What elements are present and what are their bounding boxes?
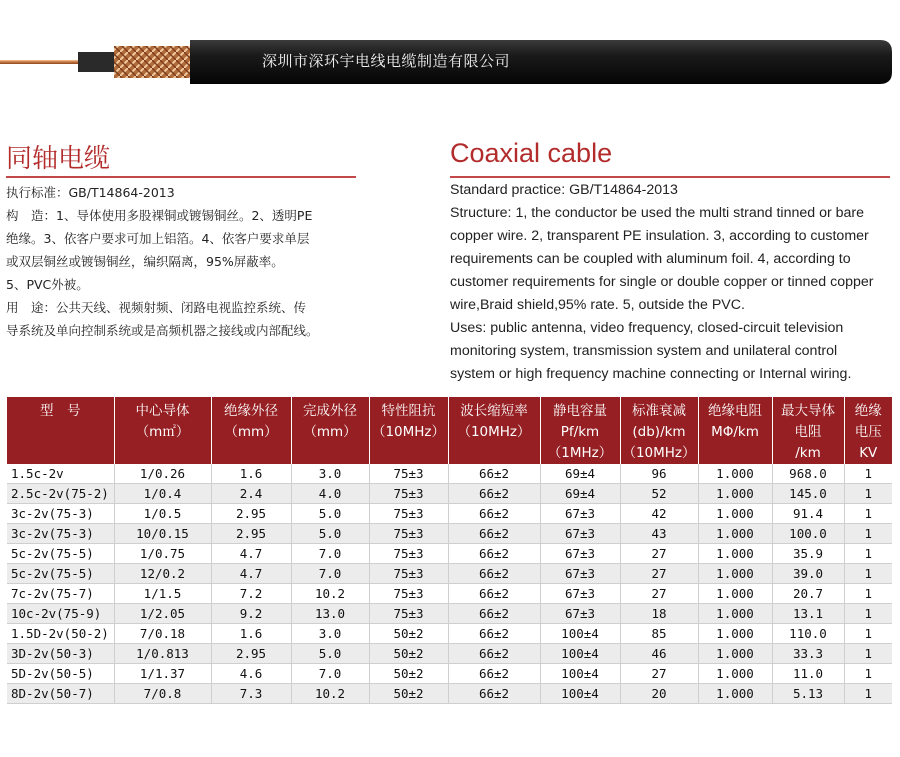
en-line: Uses: public antenna, video frequency, closed-circuit television — [450, 320, 844, 336]
column-header-line: （10MHz） — [371, 424, 446, 440]
table-cell: 1 — [844, 584, 892, 604]
table-cell: 1/0.26 — [114, 464, 211, 484]
cable-banner — [0, 36, 900, 88]
column-header-line: 电阻 — [794, 424, 822, 440]
column-header-line: 完成外径 — [303, 403, 357, 419]
table-cell: 91.4 — [772, 504, 844, 524]
model-cell: 2.5c-2v(75-2) — [7, 484, 114, 504]
column-header-line: 绝缘 — [854, 403, 882, 419]
table-cell: 1 — [844, 664, 892, 684]
table-cell: 75±3 — [369, 484, 448, 504]
table-cell: 2.95 — [211, 504, 291, 524]
table-cell: 13.1 — [772, 604, 844, 624]
table-cell: 33.3 — [772, 644, 844, 664]
cn-line: 执行标准：GB/T14864-2013 — [6, 185, 175, 200]
table-cell: 66±2 — [448, 524, 540, 544]
table-cell: 75±3 — [369, 604, 448, 624]
table-cell: 7.2 — [211, 584, 291, 604]
model-cell: 5c-2v(75-5) — [7, 564, 114, 584]
table-cell: 75±3 — [369, 544, 448, 564]
model-cell: 8D-2v(50-7) — [7, 684, 114, 704]
table-cell: 20.7 — [772, 584, 844, 604]
table-cell: 1/0.5 — [114, 504, 211, 524]
center-conductor — [0, 60, 80, 64]
table-cell: 1/0.75 — [114, 544, 211, 564]
column-header-line: 波长缩短率 — [460, 403, 528, 419]
spec-table — [7, 397, 892, 704]
table-cell: 39.0 — [772, 564, 844, 584]
table-cell: 75±3 — [369, 524, 448, 544]
table-cell: 1/2.05 — [114, 604, 211, 624]
model-cell: 5D-2v(50-5) — [7, 664, 114, 684]
table-cell: 1.000 — [698, 524, 772, 544]
table-cell: 2.95 — [211, 644, 291, 664]
table-cell: 66±2 — [448, 544, 540, 564]
table-cell: 27 — [620, 584, 698, 604]
cn-title-underline — [6, 176, 356, 178]
table-cell: 1 — [844, 624, 892, 644]
table-cell: 67±3 — [540, 564, 620, 584]
table-cell: 1.000 — [698, 504, 772, 524]
table-cell: 7.0 — [291, 664, 369, 684]
table-cell: 100±4 — [540, 664, 620, 684]
table-cell: 7.3 — [211, 684, 291, 704]
en-description — [450, 179, 895, 386]
table-cell: 42 — [620, 504, 698, 524]
table-cell: 66±2 — [448, 644, 540, 664]
company-name: 深圳市深环宇电线电缆制造有限公司 — [262, 52, 511, 70]
column-header — [844, 397, 892, 464]
table-cell: 66±2 — [448, 584, 540, 604]
table-cell: 1 — [844, 564, 892, 584]
column-header-line: /km — [795, 445, 821, 461]
column-header-line: （m㎡） — [135, 424, 190, 440]
table-cell: 1.000 — [698, 584, 772, 604]
column-header — [448, 397, 540, 464]
cn-description — [6, 181, 378, 342]
column-header-line: （1MHz） — [547, 445, 613, 461]
table-cell: 1 — [844, 504, 892, 524]
table-cell: 13.0 — [291, 604, 369, 624]
table-cell: 85 — [620, 624, 698, 644]
cn-line: 构 造：1、导体使用多股裸铜或镀锡铜丝。2、透明PE — [6, 208, 313, 223]
cn-title: 同轴电缆 — [6, 144, 111, 174]
cn-line: 导系统及单向控制系统或是高频机器之接线或内部配线。 — [6, 323, 319, 338]
table-cell: 66±2 — [448, 504, 540, 524]
table-cell: 5.0 — [291, 644, 369, 664]
column-header-line: 特性阻抗 — [381, 403, 436, 419]
table-cell: 12/0.2 — [114, 564, 211, 584]
table-cell: 1.000 — [698, 664, 772, 684]
table-cell: 1.6 — [211, 624, 291, 644]
table-row — [7, 504, 892, 524]
table-row — [7, 624, 892, 644]
table-cell: 1/1.37 — [114, 664, 211, 684]
table-cell: 50±2 — [369, 684, 448, 704]
table-cell: 3.0 — [291, 464, 369, 484]
cn-line: 或双层铜丝或镀锡铜丝，编织隔离，95%屏蔽率。 — [6, 254, 284, 269]
table-cell: 1 — [844, 484, 892, 504]
table-cell: 66±2 — [448, 464, 540, 484]
cn-line: 用 途：公共天线、视频射频、闭路电视监控系统、传 — [6, 300, 307, 315]
table-row — [7, 524, 892, 544]
model-cell: 3c-2v(75-3) — [7, 504, 114, 524]
table-cell: 27 — [620, 544, 698, 564]
table-cell: 67±3 — [540, 504, 620, 524]
column-header-line: 中心导体 — [135, 403, 190, 419]
table-cell: 100±4 — [540, 684, 620, 704]
table-cell: 1.000 — [698, 684, 772, 704]
table-cell: 67±3 — [540, 544, 620, 564]
table-cell: 50±2 — [369, 664, 448, 684]
table-cell: 75±3 — [369, 564, 448, 584]
table-cell: 1/0.4 — [114, 484, 211, 504]
model-cell: 10c-2v(75-9) — [7, 604, 114, 624]
table-cell: 110.0 — [772, 624, 844, 644]
table-cell: 1.000 — [698, 464, 772, 484]
column-header-line: （mm） — [303, 424, 357, 440]
table-cell: 7.0 — [291, 564, 369, 584]
table-cell: 1.000 — [698, 604, 772, 624]
table-row — [7, 564, 892, 584]
table-cell: 69±4 — [540, 484, 620, 504]
table-cell: 7.0 — [291, 544, 369, 564]
table-cell: 1 — [844, 544, 892, 564]
en-title: Coaxial cable — [450, 138, 613, 168]
column-header — [7, 397, 114, 464]
cn-line: 绝缘。3、依客户要求可加上铝箔。4、依客户要求单层 — [6, 231, 310, 246]
column-header — [369, 397, 448, 464]
table-cell: 1 — [844, 464, 892, 484]
table-cell: 1.000 — [698, 484, 772, 504]
table-cell: 5.13 — [772, 684, 844, 704]
table-cell: 75±3 — [369, 504, 448, 524]
table-cell: 18 — [620, 604, 698, 624]
column-header-line: （10MHz） — [457, 424, 531, 440]
table-cell: 1.000 — [698, 624, 772, 644]
table-cell: 10/0.15 — [114, 524, 211, 544]
table-cell: 96 — [620, 464, 698, 484]
table-cell: 1 — [844, 524, 892, 544]
table-row — [7, 604, 892, 624]
table-cell: 27 — [620, 664, 698, 684]
table-row — [7, 644, 892, 664]
column-header — [772, 397, 844, 464]
table-cell: 5.0 — [291, 504, 369, 524]
model-cell: 7c-2v(75-7) — [7, 584, 114, 604]
header-row — [7, 397, 892, 464]
en-line: customer requirements for single or double copper or tinned copper — [450, 274, 874, 290]
model-cell: 1.5c-2v — [7, 464, 114, 484]
table-cell: 66±2 — [448, 624, 540, 644]
column-header-line: 最大导体 — [781, 403, 835, 419]
table-cell: 100±4 — [540, 624, 620, 644]
table-cell: 66±2 — [448, 664, 540, 684]
cn-line: 5、PVC外被。 — [6, 277, 89, 292]
column-header-line: 电压 — [854, 424, 882, 440]
table-cell: 100±4 — [540, 644, 620, 664]
table-cell: 2.95 — [211, 524, 291, 544]
table-cell: 3.0 — [291, 624, 369, 644]
column-header-line: 静电容量 — [553, 403, 607, 419]
braid-shield — [114, 46, 194, 78]
table-cell: 1.000 — [698, 544, 772, 564]
table-cell: 1 — [844, 644, 892, 664]
table-cell: 46 — [620, 644, 698, 664]
table-cell: 1.000 — [698, 644, 772, 664]
table-row — [7, 544, 892, 564]
table-row — [7, 664, 892, 684]
table-cell: 66±2 — [448, 604, 540, 624]
column-header — [211, 397, 291, 464]
en-line: Standard practice: GB/T14864-2013 — [450, 182, 678, 198]
table-cell: 75±3 — [369, 464, 448, 484]
en-line: wire,Braid shield,95% rate. 5, outside the PVC. — [450, 297, 745, 313]
model-cell: 5c-2v(75-5) — [7, 544, 114, 564]
en-line: Structure: 1, the conductor be used the multi strand tinned or bare — [450, 205, 865, 221]
column-header-line: （10MHz） — [622, 445, 696, 461]
table-cell: 10.2 — [291, 584, 369, 604]
table-cell: 11.0 — [772, 664, 844, 684]
table-cell: 35.9 — [772, 544, 844, 564]
model-cell: 3c-2v(75-3) — [7, 524, 114, 544]
table-cell: 1/0.813 — [114, 644, 211, 664]
table-cell: 4.0 — [291, 484, 369, 504]
column-header-line: KV — [859, 445, 878, 461]
column-header-line: （mm） — [224, 424, 278, 440]
column-header — [114, 397, 211, 464]
table-cell: 4.7 — [211, 544, 291, 564]
table-cell: 1.6 — [211, 464, 291, 484]
table-cell: 67±3 — [540, 584, 620, 604]
table-cell: 4.6 — [211, 664, 291, 684]
column-header-line: (db)/km — [632, 424, 686, 440]
table-cell: 2.4 — [211, 484, 291, 504]
table-cell: 67±3 — [540, 604, 620, 624]
table-cell: 1/1.5 — [114, 584, 211, 604]
table-cell: 52 — [620, 484, 698, 504]
column-header — [291, 397, 369, 464]
table-cell: 66±2 — [448, 484, 540, 504]
table-cell: 20 — [620, 684, 698, 704]
table-row — [7, 484, 892, 504]
column-header-line: 型 号 — [40, 403, 81, 419]
en-line: copper wire. 2, transparent PE insulation. 3, according to customer — [450, 228, 869, 244]
spec-table-body — [7, 464, 892, 704]
table-cell: 968.0 — [772, 464, 844, 484]
table-cell: 50±2 — [369, 644, 448, 664]
table-cell: 5.0 — [291, 524, 369, 544]
table-cell: 67±3 — [540, 524, 620, 544]
table-cell: 1 — [844, 604, 892, 624]
model-cell: 3D-2v(50-3) — [7, 644, 114, 664]
table-cell: 10.2 — [291, 684, 369, 704]
table-cell: 145.0 — [772, 484, 844, 504]
table-cell: 1 — [844, 684, 892, 704]
table-cell: 43 — [620, 524, 698, 544]
table-cell: 69±4 — [540, 464, 620, 484]
column-header-line: 绝缘电阻 — [708, 403, 762, 419]
table-cell: 4.7 — [211, 564, 291, 584]
en-line: requirements can be coupled with aluminum foil. 4, according to — [450, 251, 851, 267]
table-row — [7, 464, 892, 484]
table-row — [7, 584, 892, 604]
table-cell: 75±3 — [369, 584, 448, 604]
en-line: system or high frequency machine connecting or Internal wiring. — [450, 366, 852, 382]
table-cell: 1.000 — [698, 564, 772, 584]
table-cell: 27 — [620, 564, 698, 584]
column-header-line: Pf/km — [560, 424, 600, 440]
column-header — [698, 397, 772, 464]
table-cell: 7/0.18 — [114, 624, 211, 644]
column-header-line: 绝缘外径 — [224, 403, 278, 419]
column-header — [540, 397, 620, 464]
en-line: monitoring system, transmission system and unilateral control — [450, 343, 838, 359]
spec-table-header — [7, 397, 892, 464]
table-cell: 100.0 — [772, 524, 844, 544]
table-cell: 7/0.8 — [114, 684, 211, 704]
column-header-line: 标准衰减 — [632, 403, 686, 419]
table-row — [7, 684, 892, 704]
table-cell: 50±2 — [369, 624, 448, 644]
insulation-layer — [78, 52, 118, 72]
column-header — [620, 397, 698, 464]
table-cell: 66±2 — [448, 684, 540, 704]
model-cell: 1.5D-2v(50-2) — [7, 624, 114, 644]
table-cell: 9.2 — [211, 604, 291, 624]
en-title-underline — [450, 176, 890, 178]
table-cell: 66±2 — [448, 564, 540, 584]
column-header-line: MΦ/km — [711, 424, 759, 440]
